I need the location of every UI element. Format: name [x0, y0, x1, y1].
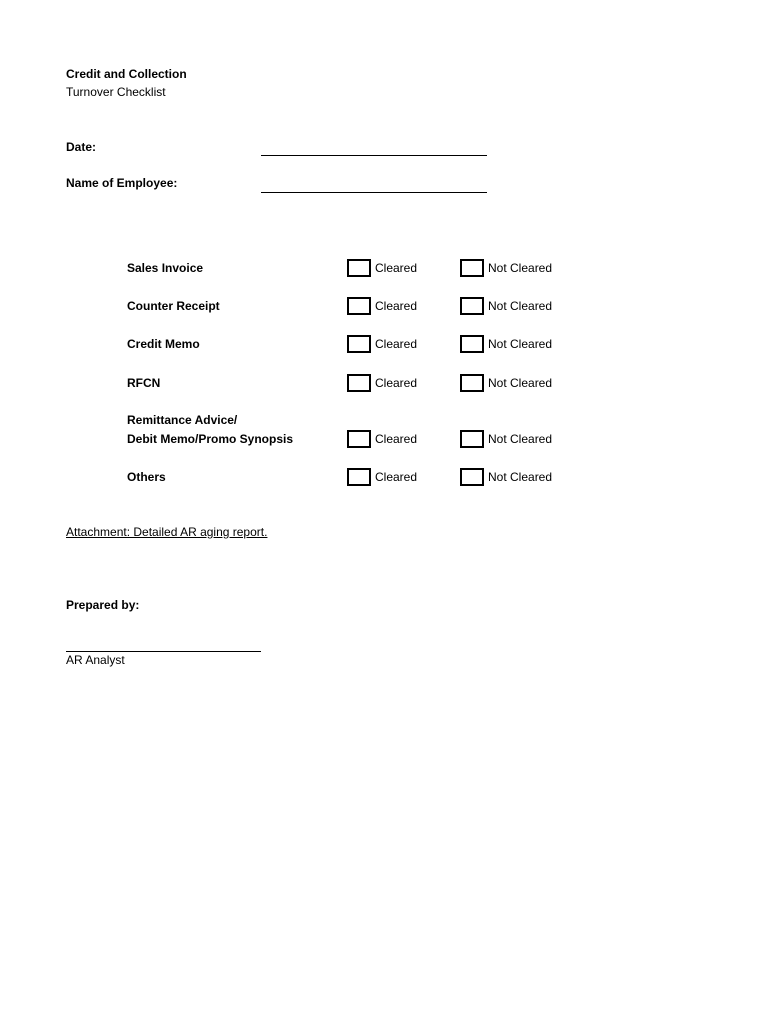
checkbox-others-not-cleared[interactable]	[460, 468, 484, 486]
item-label-sales-invoice: Sales Invoice	[127, 261, 204, 275]
option-label-not-cleared: Not Cleared	[488, 261, 553, 275]
checkbox-credit-memo-cleared[interactable]	[347, 335, 371, 353]
checkbox-rfcn-cleared[interactable]	[347, 374, 371, 392]
checkbox-remittance-cleared[interactable]	[347, 430, 371, 448]
option-label-cleared: Cleared	[375, 299, 418, 313]
item-label-credit-memo: Credit Memo	[127, 337, 200, 351]
option-label-not-cleared: Not Cleared	[488, 299, 553, 313]
attachment-note: Attachment: Detailed AR aging report.	[66, 525, 268, 539]
employee-name-field-line[interactable]	[261, 192, 487, 193]
option-label-cleared: Cleared	[375, 432, 418, 446]
checkbox-remittance-not-cleared[interactable]	[460, 430, 484, 448]
checkbox-counter-receipt-cleared[interactable]	[347, 297, 371, 315]
date-label: Date:	[66, 140, 97, 154]
item-label-remittance-advice: Remittance Advice/	[127, 413, 238, 427]
option-label-cleared: Cleared	[375, 261, 418, 275]
item-label-counter-receipt: Counter Receipt	[127, 299, 220, 313]
option-label-not-cleared: Not Cleared	[488, 337, 553, 351]
employee-name-label: Name of Employee:	[66, 176, 178, 190]
checkbox-sales-invoice-not-cleared[interactable]	[460, 259, 484, 277]
item-label-debit-memo-promo-synopsis: Debit Memo/Promo Synopsis	[127, 432, 294, 446]
signature-line[interactable]	[66, 651, 261, 652]
checkbox-rfcn-not-cleared[interactable]	[460, 374, 484, 392]
document-subtitle: Turnover Checklist	[66, 85, 166, 99]
item-label-others: Others	[127, 470, 166, 484]
option-label-not-cleared: Not Cleared	[488, 432, 553, 446]
checkbox-sales-invoice-cleared[interactable]	[347, 259, 371, 277]
option-label-not-cleared: Not Cleared	[488, 376, 553, 390]
checkbox-credit-memo-not-cleared[interactable]	[460, 335, 484, 353]
prepared-by-label: Prepared by:	[66, 598, 140, 612]
document-title: Credit and Collection	[66, 67, 187, 81]
option-label-cleared: Cleared	[375, 470, 418, 484]
checkbox-others-cleared[interactable]	[347, 468, 371, 486]
date-field-line[interactable]	[261, 155, 487, 156]
signature-role: AR Analyst	[66, 653, 125, 667]
option-label-not-cleared: Not Cleared	[488, 470, 553, 484]
option-label-cleared: Cleared	[375, 337, 418, 351]
option-label-cleared: Cleared	[375, 376, 418, 390]
checkbox-counter-receipt-not-cleared[interactable]	[460, 297, 484, 315]
item-label-rfcn: RFCN	[127, 376, 161, 390]
